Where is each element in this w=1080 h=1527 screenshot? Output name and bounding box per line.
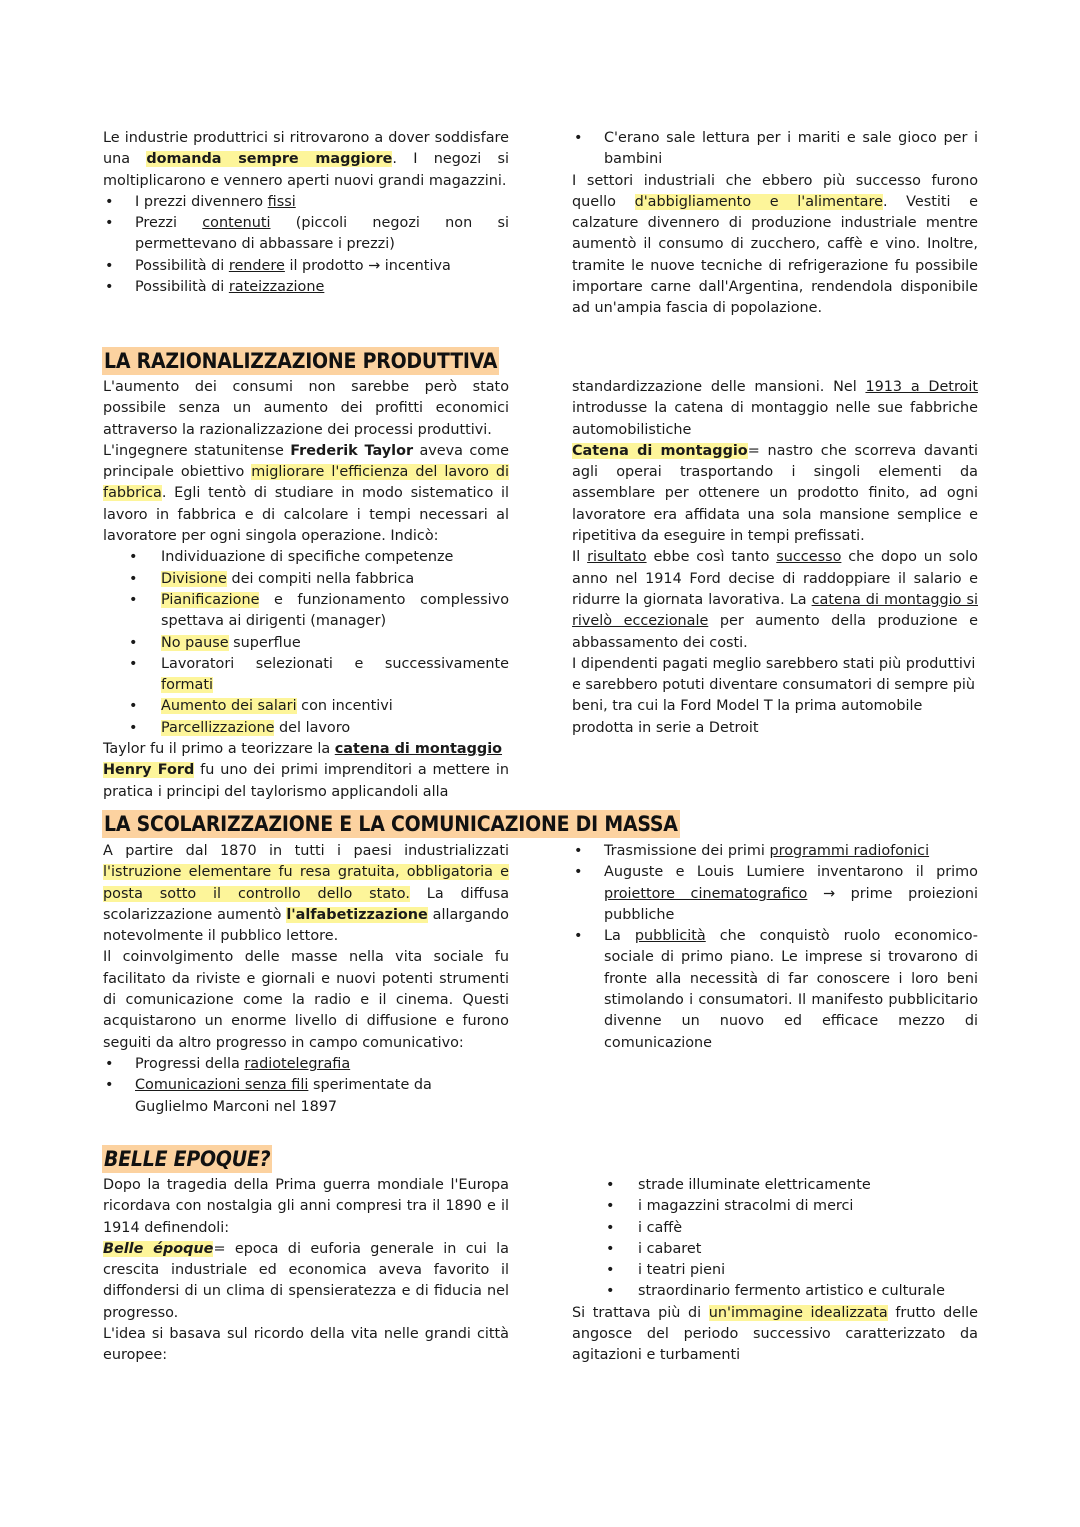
s3-left-paragraph-2: Il coinvolgimento delle masse nella vita sociale fu facilitato da riviste e giornali e nuovi potenti strumenti di comunicazione come la radio e il cinema. Questi acquistarono un enorme livello di diffusione e furono seguiti da altro progresso in campo comunicativo:: [103, 949, 509, 1051]
s2-right-paragraph-1: standardizzazione delle mansioni. Nel 1913 a Detroit introdusse la catena di montaggio nelle sue fabbriche automobilistiche: [572, 379, 978, 438]
list-item: • straordinario fermento artistico e culturale: [572, 1281, 978, 1302]
s4-left-paragraph-1: Dopo la tragedia della Prima guerra mondiale l'Europa ricordava con nostalgia gli anni compresi tra il 1890 e il 1914 definendoli:: [103, 1177, 509, 1236]
s4-left-paragraph-2: Belle époque= epoca di euforia generale in cui la crescita industriale ed economica aveva favorito il diffondersi di un clima di spensieratezza e di fiducia nel progresso.: [103, 1240, 509, 1321]
s2-left-paragraph-4: Henry Ford fu uno dei primi imprenditori a mettere in pratica i principi del taylorismo applicandoli alla: [103, 762, 509, 800]
s3-right-list: [572, 841, 978, 1054]
list-item: • Comunicazioni senza fili sperimentate da Guglielmo Marconi nel 1897: [103, 1075, 509, 1118]
s4-right-column: [572, 1175, 978, 1367]
list-item: • i caffè: [572, 1218, 978, 1239]
s2-left-paragraph-3: Taylor fu il primo a teorizzare la catena di montaggio: [103, 741, 503, 758]
list-item: • La pubblicità che conquistò ruolo economico-sociale di primo piano. Le imprese si trovarono di fronte alla necessità di far conoscere i loro beni stimolando i consumatori. Il manifesto pubblicitario divenne un nuovo ed efficace mezzo di comunicazione: [572, 926, 978, 1054]
list-item: • Prezzi contenuti (piccoli negozi non si permettevano di abbassare i prezzi): [103, 213, 509, 256]
s2-left-column: [103, 377, 509, 803]
list-item: • i teatri pieni: [572, 1260, 978, 1281]
list-item: • Trasmissione dei primi programmi radiofonici: [572, 841, 978, 862]
list-item: • i cabaret: [572, 1239, 978, 1260]
s4-city-life-list: [572, 1175, 978, 1303]
s3-left-list: [103, 1054, 509, 1118]
s3-left-column: [103, 841, 509, 1118]
list-item: • Pianificazione e funzionamento complessivo spettava ai dirigenti (manager): [103, 590, 509, 633]
s1-left-list: [103, 192, 509, 298]
s1-right-paragraph: I settori industriali che ebbero più successo furono quello d'abbigliamento e l'alimentare. Vestiti e calzature divennero di produzione industriale mentre aumentò il consumo di zucchero, caffè e vino. Inoltre, tramite le nuove tecniche di refrigerazione fu possibile importare carne dall'Argentina, rendendola disponibile ad un'ampia fascia di popolazione.: [572, 172, 979, 317]
s4-left-column: [103, 1175, 509, 1367]
list-item: • Possibilità di rendere il prodotto → incentiva: [103, 256, 509, 277]
s2-taylor-list: [103, 547, 509, 739]
s2-right-paragraph-4: I dipendenti pagati meglio sarebbero stati più produttivi e sarebbero potuti diventare consumatori di sempre più beni, tra cui la Ford Model T la prima automobile prodotta in serie a Detroit: [572, 655, 976, 736]
list-item: • Individuazione di specifiche competenze: [103, 547, 509, 568]
s2-right-paragraph-2: Catena di montaggio= nastro che scorreva davanti agli operai trasportando i singoli elementi da assemblare per ottenere un prodotto finito, ad ogni lavoratore era affidata una sola mansione semplice e ripetitiva da eseguire in tempi prefissati.: [572, 442, 978, 545]
section-heading-belle-epoque: BELLE EPOQUE?: [104, 1147, 271, 1171]
s2-right-paragraph-3: Il risultato ebbe così tanto successo che dopo un solo anno nel 1914 Ford decise di raddoppiare il salario e ridurre la giornata lavorativa. La catena di montaggio si rivelò eccezionale per aumento della produzione e abbassamento dei costi.: [572, 549, 978, 651]
list-item: • Divisione dei compiti nella fabbrica: [103, 569, 509, 590]
list-item: • Possibilità di rateizzazione: [103, 277, 509, 298]
s3-left-paragraph-1: A partire dal 1870 in tutti i paesi industrializzati l'istruzione elementare fu resa gratuita, obbligatoria e posta sotto il controllo dello stato. La diffusa scolarizzazione aumentò l'alfabetizzazione allargando notevolmente il pubblico lettore.: [103, 843, 510, 945]
s2-right-column: [572, 377, 978, 739]
list-item: • Progressi della radiotelegrafia: [103, 1054, 509, 1075]
s1-left-paragraph: Le industrie produttrici si ritrovarono a dover soddisfare una domanda sempre maggiore. I negozi si moltiplicarono e vennero aperti nuovi grandi magazzini.: [103, 130, 509, 189]
s1-left-column: [103, 128, 509, 298]
list-item: • C'erano sale lettura per i mariti e sale gioco per i bambini: [572, 128, 978, 171]
list-item: • Lavoratori selezionati e successivamente formati: [103, 654, 509, 697]
list-item: • strade illuminate elettricamente: [572, 1175, 978, 1196]
section-heading-razionalizzazione: LA RAZIONALIZZAZIONE PRODUTTIVA: [104, 349, 498, 373]
s3-right-column: [572, 841, 978, 1054]
list-item: • I prezzi divennero fissi: [103, 192, 509, 213]
s4-right-paragraph: Si trattava più di un'immagine idealizzata frutto delle angosce del periodo successivo caratterizzato da agitazioni e turbamenti: [572, 1304, 979, 1364]
list-item: • Aumento dei salari con incentivi: [103, 696, 509, 717]
section-heading-scolarizzazione: LA SCOLARIZZAZIONE E LA COMUNICAZIONE DI MASSA: [104, 812, 678, 836]
list-item: • No pause superflue: [103, 633, 509, 654]
s2-left-paragraph-2: L'ingegnere statunitense Frederik Taylor aveva come principale obiettivo migliorare l'efficienza del lavoro di fabbrica. Egli tentò di studiare in modo sistematico il lavoro in fabbrica e di calcolare i tempi necessari al lavoratore per ogni singola operazione. Indicò:: [103, 442, 509, 545]
list-item: • i magazzini stracolmi di merci: [572, 1196, 978, 1217]
s1-right-list: [572, 128, 978, 171]
s1-right-column: [572, 128, 978, 320]
s4-left-paragraph-3: L'idea si basava sul ricordo della vita nelle grandi città europee:: [103, 1326, 509, 1364]
list-item: • Auguste e Louis Lumiere inventarono il primo proiettore cinematografico → prime proiezioni pubbliche: [572, 862, 978, 926]
s2-left-paragraph-1: L'aumento dei consumi non sarebbe però stato possibile senza un aumento dei profitti economici attraverso la razionalizzazione dei processi produttivi.: [103, 379, 509, 438]
list-item: • Parcellizzazione del lavoro: [103, 718, 509, 739]
